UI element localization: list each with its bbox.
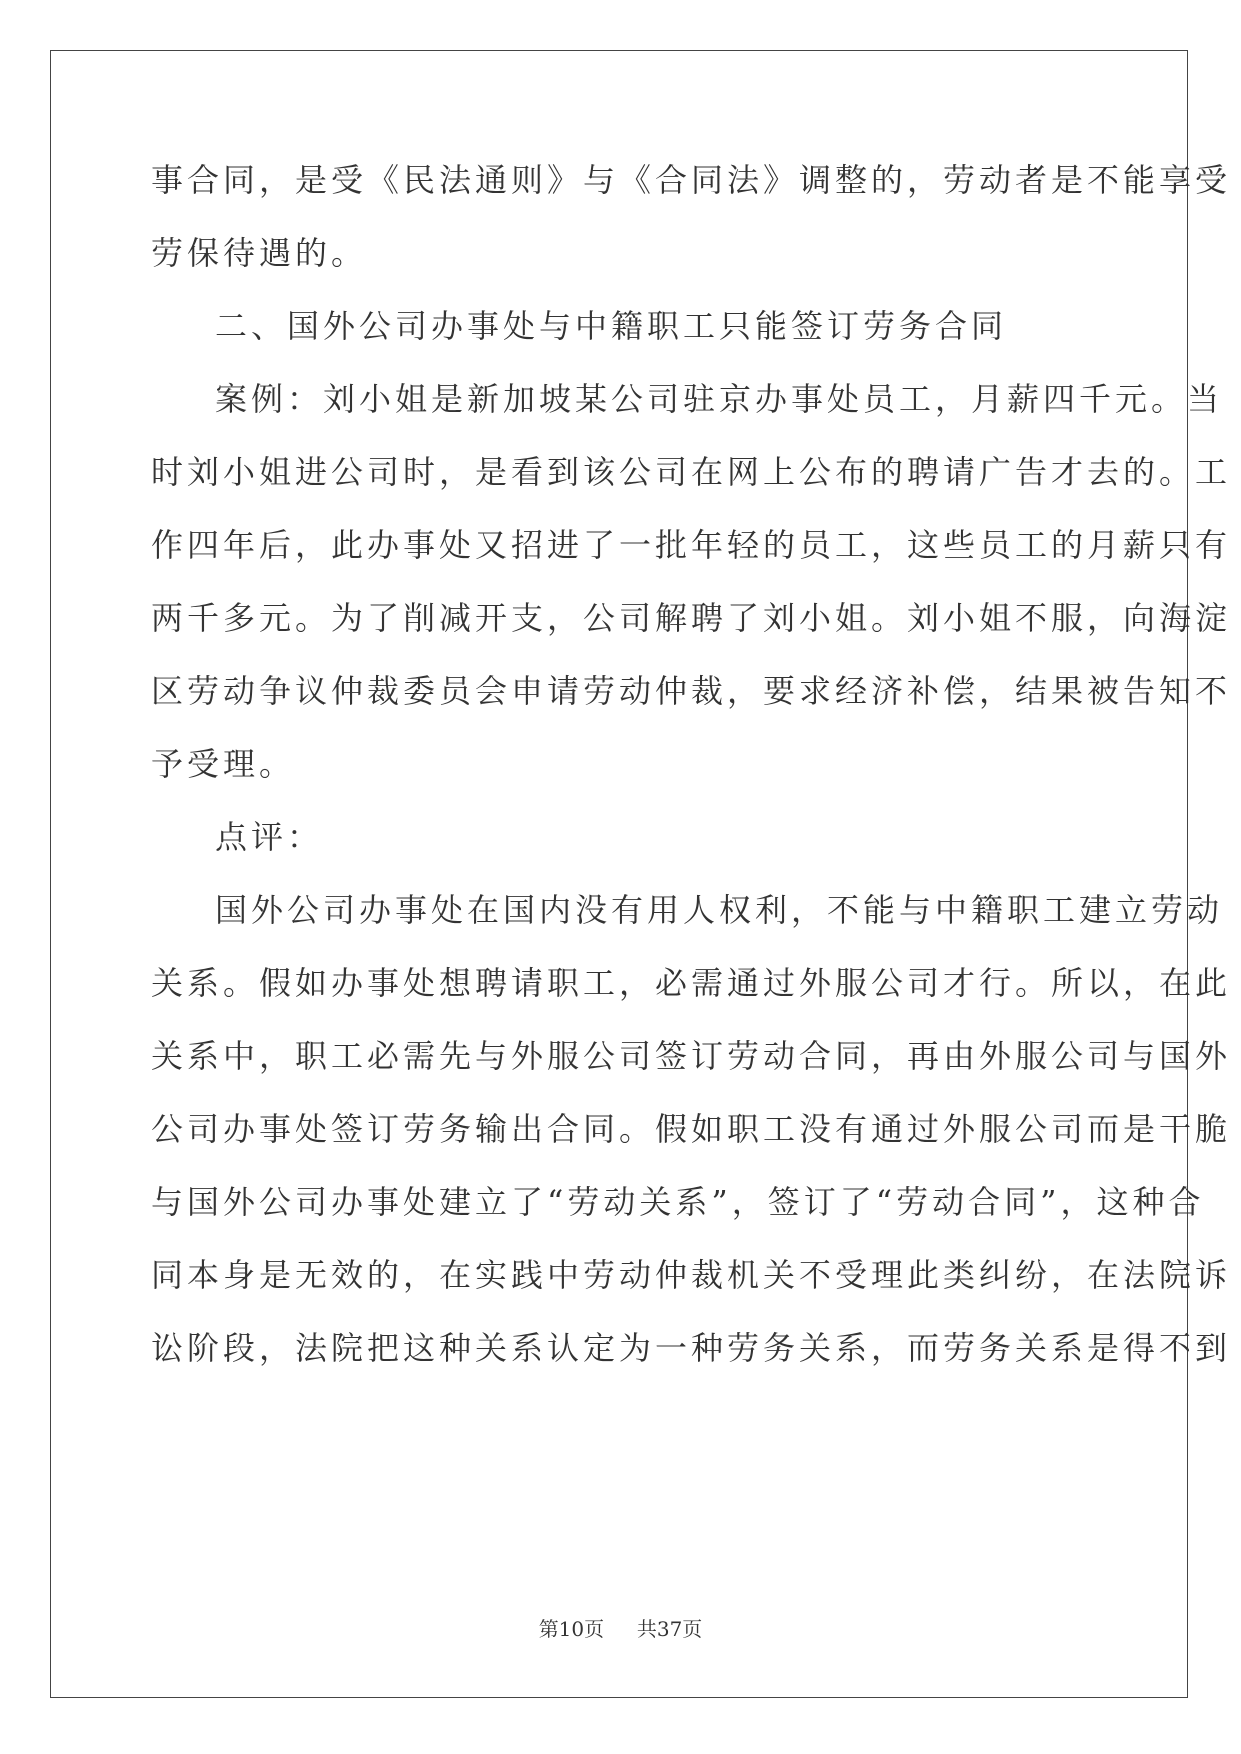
page-total: 共37页 (636, 1617, 703, 1641)
body-line: 作四年后，此办事处又招进了一批年轻的员工，这些员工的月薪只有 (151, 526, 1232, 564)
body-line: 两千多元。为了削减开支，公司解聘了刘小姐。刘小姐不服，向海淀 (151, 599, 1232, 637)
section-heading: 二、国外公司办事处与中籍职工只能签订劳务合同 (215, 307, 1008, 345)
page-border (50, 50, 1232, 1698)
body-line: 时刘小姐进公司时，是看到该公司在网上公布的聘请广告才去的。工 (151, 453, 1232, 491)
body-line: 国外公司办事处在国内没有用人权利，不能与中籍职工建立劳动 (215, 891, 1224, 929)
body-line: 关系中，职工必需先与外服公司签订劳动合同，再由外服公司与国外 (151, 1037, 1232, 1075)
body-line: 案例：刘小姐是新加坡某公司驻京办事处员工，月薪四千元。当 (215, 380, 1224, 418)
page-footer (0, 1613, 1241, 1642)
body-line: 予受理。 (151, 745, 296, 783)
body-line: 关系。假如办事处想聘请职工，必需通过外服公司才行。所以，在此 (151, 964, 1232, 1002)
body-line: 同本身是无效的，在实践中劳动仲裁机关不受理此类纠纷，在法院诉 (151, 1256, 1232, 1294)
body-line: 区劳动争议仲裁委员会申请劳动仲裁，要求经济补偿，结果被告知不 (151, 672, 1232, 710)
body-line: 公司办事处签订劳务输出合同。假如职工没有通过外服公司而是干脆 (151, 1110, 1232, 1148)
page-number: 第10页 (538, 1617, 605, 1641)
comment-heading: 点评： (215, 818, 324, 856)
body-line: 劳保待遇的。 (151, 234, 368, 272)
body-line: 与国外公司办事处建立了“劳动关系”，签订了“劳动合同”，这种合 (151, 1183, 1205, 1221)
body-line: 事合同，是受《民法通则》与《合同法》调整的，劳动者是不能享受 (151, 161, 1232, 199)
body-line: 讼阶段，法院把这种关系认定为一种劳务关系，而劳务关系是得不到 (151, 1329, 1232, 1367)
